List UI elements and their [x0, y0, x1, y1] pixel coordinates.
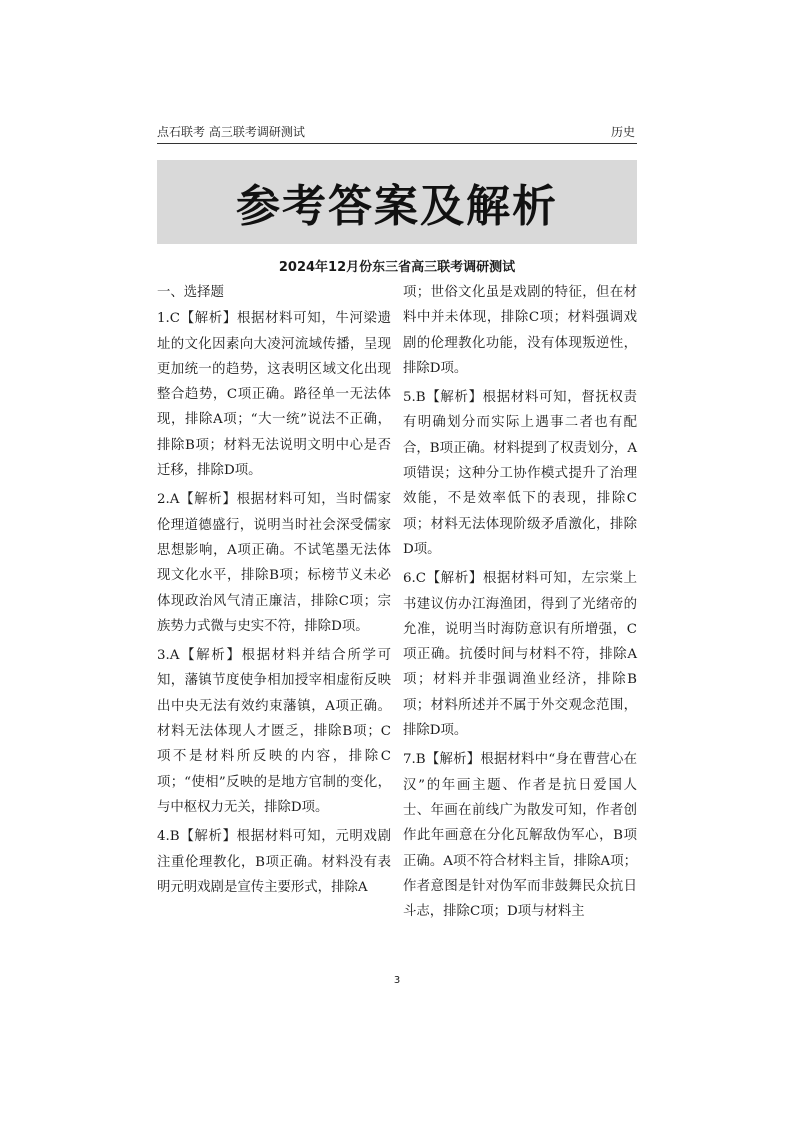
- answer-paragraph: 项；世俗文化虽是戏剧的特征，但在材料中并未体现，排除C项；材料强调戏剧的伦理教化功能，没有体现叛逆性，排除D项。: [403, 285, 637, 376]
- answer-paragraph: 3.A【解析】根据材料并结合所学可知，藩镇节度使争相加授宰相虚衔反映出中央无法有效约束藩镇，A项正确。材料无法体现人才匮乏，排除B项；C项不是材料所反映的内容，排除C项；“使相”反映的是地方官制的变化，与中枢权力无关，排除D项。: [157, 648, 391, 815]
- answer-paragraph: 5.B【解析】根据材料可知，督抚权责有明确划分而实际上遇事二者也有配合，B项正确。材料提到了权责划分，A项错误；这种分工协作模式提升了治理效能，不是效率低下的表现，排除C项；材料无法体现阶级矛盾激化，排除D项。: [403, 390, 637, 557]
- header-rule: [157, 143, 637, 144]
- header-subject: 历史: [610, 125, 635, 139]
- answer-paragraph: 2.A【解析】根据材料可知，当时儒家伦理道德盛行，说明当时社会深受儒家思想影响，A项正确。不试笔墨无法体现文化水平，排除B项；标榜节义未必体现政治风气清正廉洁，排除C项；宗族势力式微与史实不符，排除D项。: [157, 492, 391, 634]
- header-exam-name: 点石联考 高三联考调研测试: [157, 125, 305, 139]
- left-column: [157, 280, 391, 904]
- answer-paragraph: 4.B【解析】根据材料可知，元明戏剧注重伦理教化，B项正确。材料没有表明元明戏剧是宣传主要形式，排除A: [157, 829, 391, 895]
- exam-subtitle: 2024年12月份东三省高三联考调研测试: [278, 260, 516, 275]
- page-header: [157, 122, 637, 142]
- page-title: 参考答案及解析: [236, 181, 558, 232]
- answer-paragraph: 1.C【解析】根据材料可知，牛河梁遗址的文化因素向大凌河流域传播，呈现更加统一的趋势，这表明区域文化出现整合趋势，C项正确。路径单一无法体现，排除A项；“大一统”说法不正确，排除B项；材料无法说明文明中心是否迁移，排除D项。: [157, 311, 391, 479]
- answer-paragraph: 6.C【解析】根据材料可知，左宗棠上书建议仿办江海渔团，得到了光绪帝的允准，说明当时海防意识有所增强，C项正确。抗倭时间与材料不符，排除A项；材料并非强调渔业经济，排除B项；材料所述并不属于外交观念范围，排除D项。: [403, 571, 637, 739]
- answer-paragraph: 7.B【解析】根据材料中“身在曹营心在汉”的年画主题、作者是抗日爱国人士、年画在前线广为散发可知，作者创作此年画意在分化瓦解敌伪军心，B项正确。A项不符合材料主旨，排除A项；作者意图是针对伪军而非鼓舞民众抗日斗志，排除C项；D项与材料主: [403, 752, 637, 920]
- title-banner: [157, 160, 637, 244]
- right-column: [403, 280, 637, 928]
- section-heading: 一、选择题: [157, 285, 224, 300]
- page-number: 3: [393, 975, 401, 986]
